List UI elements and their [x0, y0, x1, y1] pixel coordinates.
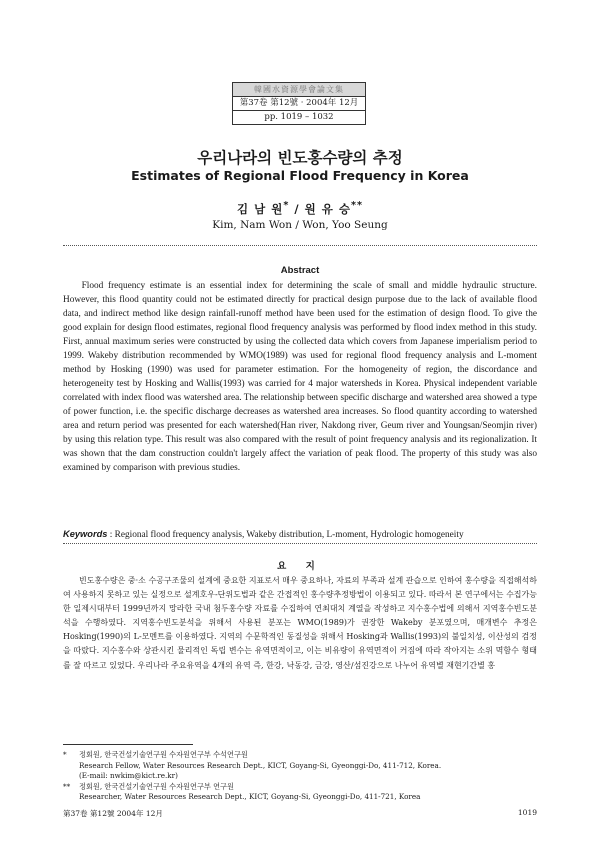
journal-name: 韓國水資源學會論文集 [233, 83, 365, 97]
journal-pages: pp. 1019 – 1032 [264, 112, 334, 122]
abstract-heading: Abstract [280, 265, 320, 276]
divider-top [63, 245, 537, 246]
footnote-2 [63, 782, 537, 803]
author-second: 원 유 승 [304, 201, 351, 216]
footnote-1 [63, 750, 537, 782]
summary-heading: 요 지 [277, 561, 323, 572]
keywords-label: Keywords [63, 529, 108, 539]
title-korean: 우리나라의 빈도홍수량의 추정 [197, 149, 403, 167]
footnotes [63, 750, 537, 803]
author-first-mark: * [283, 200, 290, 211]
divider-bottom [63, 543, 537, 544]
abstract-text: Flood frequency estimate is an essential index for determining the scale of small and middle hydraulic structure. However, this flood quantity could not be estimated directly for practical design purpose due to the lack of available flood data, and indirect method like design rainfall-runoff method have been used for the estimation of design flood. To give the good explain for design flood estimates, regional flood frequency analysis was performed by flood index method in this study. First, annual maximum series were constructed by using the collected data which covers from Japanese imperialism period to 1999. Wakeby distribution recommended by WMO(1989) was used for regional flood frequency analysis and L-moment method by Hosking (1990) was used for parameter estimation. For the homogeneity of region, the discordance and heterogeneity test by Hosking and Wallis(1993) was carried for 4 major watersheds in Korea. Physical independent variable correlated with index flood was watershed area. The relationship between specific discharge and watershed area showed a type of power function, i.e. the specific discharge decreases as watershed area increases. So flood quantity according to watershed area and return period was presented for each watershed(Han river, Nakdong river, Geum river and Youngsan/Seomjin river) by using this relation type. This result was also compared with the result of point frequency analysis and its regionalization. It was shown that the dam construction couldn't largely affect the variation of peak flood. The property of this study was also examined by comparison with previous studies. [63, 281, 537, 473]
authors-english: Kim, Nam Won / Won, Yoo Seung [212, 219, 388, 231]
abstract-body [63, 279, 537, 475]
author-separator: / [289, 201, 305, 216]
authors-korean [0, 200, 600, 217]
journal-info-box [232, 82, 366, 125]
footer-issue: 第37卷 第12號 2004年 12月 [63, 809, 163, 818]
title-english: Estimates of Regional Flood Frequency in Korea [131, 168, 469, 183]
page-number: 1019 [517, 808, 537, 817]
footnote-rule [63, 744, 193, 745]
footnote-2-mark: ** [63, 781, 71, 791]
footnote-2-line1: 정회원, 한국건설기술연구원 수자원연구부 연구원 [79, 781, 234, 791]
footnote-1-line3: (E-mail: nwkim@kict.re.kr) [79, 771, 178, 781]
keywords [63, 527, 537, 542]
keywords-text: : Regional flood frequency analysis, Wakeby distribution, L-moment, Hydrologic homogeneity [107, 530, 464, 540]
summary-body [63, 574, 537, 673]
journal-issue: 第37卷 第12號 · 2004年 12月 [233, 97, 365, 111]
footnote-2-line2: Researcher, Water Resources Research Dept., KICT, Goyang-Si, Gyeonggi-Do, 411-721, Korea [79, 792, 421, 802]
footnote-1-mark: * [63, 750, 67, 759]
author-first: 김 남 원 [237, 201, 284, 216]
summary-text: 빈도홍수량은 중·소 수공구조물의 설계에 중요한 지표로서 매우 중요하나, 자료의 부족과 설계 관습으로 인하여 홍수량을 직접해석하여 사용하지 못하고 있는 실정으로 설계호우-단위도법과 같은 간접적인 홍수량추정방법이 이용되고 있다. 따라서 본 연구에서는 수집가능한 일제시대부터 1999년까지 망라한 국내 첨두홍수량 자료를 수집하여 연최대치 계열을 작성하고 지수홍수법에 의해서 지역홍수빈도분석을 수행하였다. 지역홍수빈도분석을 위해서 사용된 분포는 WMO(1989)가 권장한 Wakeby 분포였으며, 매개변수 추정은 Hosking(1990)의 L-모멘트를 이용하였다. 지역의 수문학적인 동질성을 위해서 Hosking과 Wallis(1993)의 불일치성, 이산성의 검정을 따랐다. 지수홍수와 상관시킨 물리적인 독립 변수는 유역면적이고, 이는 비유량이 유역면적이 커짐에 따라 작아지는 소위 멱함수 형태를 잘 따르고 있었다. 우리나라 주요유역을 4개의 유역 즉, 한강, 낙동강, 금강, 영산/섬진강으로 나누어 유역별 재현기간별 홍 [63, 576, 537, 670]
footnote-1-line1: 정회원, 한국건설기술연구원 수자원연구부 수석연구원 [79, 750, 248, 759]
footnote-1-line2: Research Fellow, Water Resources Research Dept., KICT, Goyang-Si, Gyeonggi-Do, 411-712, Korea. [79, 760, 442, 770]
author-second-mark: ** [350, 200, 363, 211]
